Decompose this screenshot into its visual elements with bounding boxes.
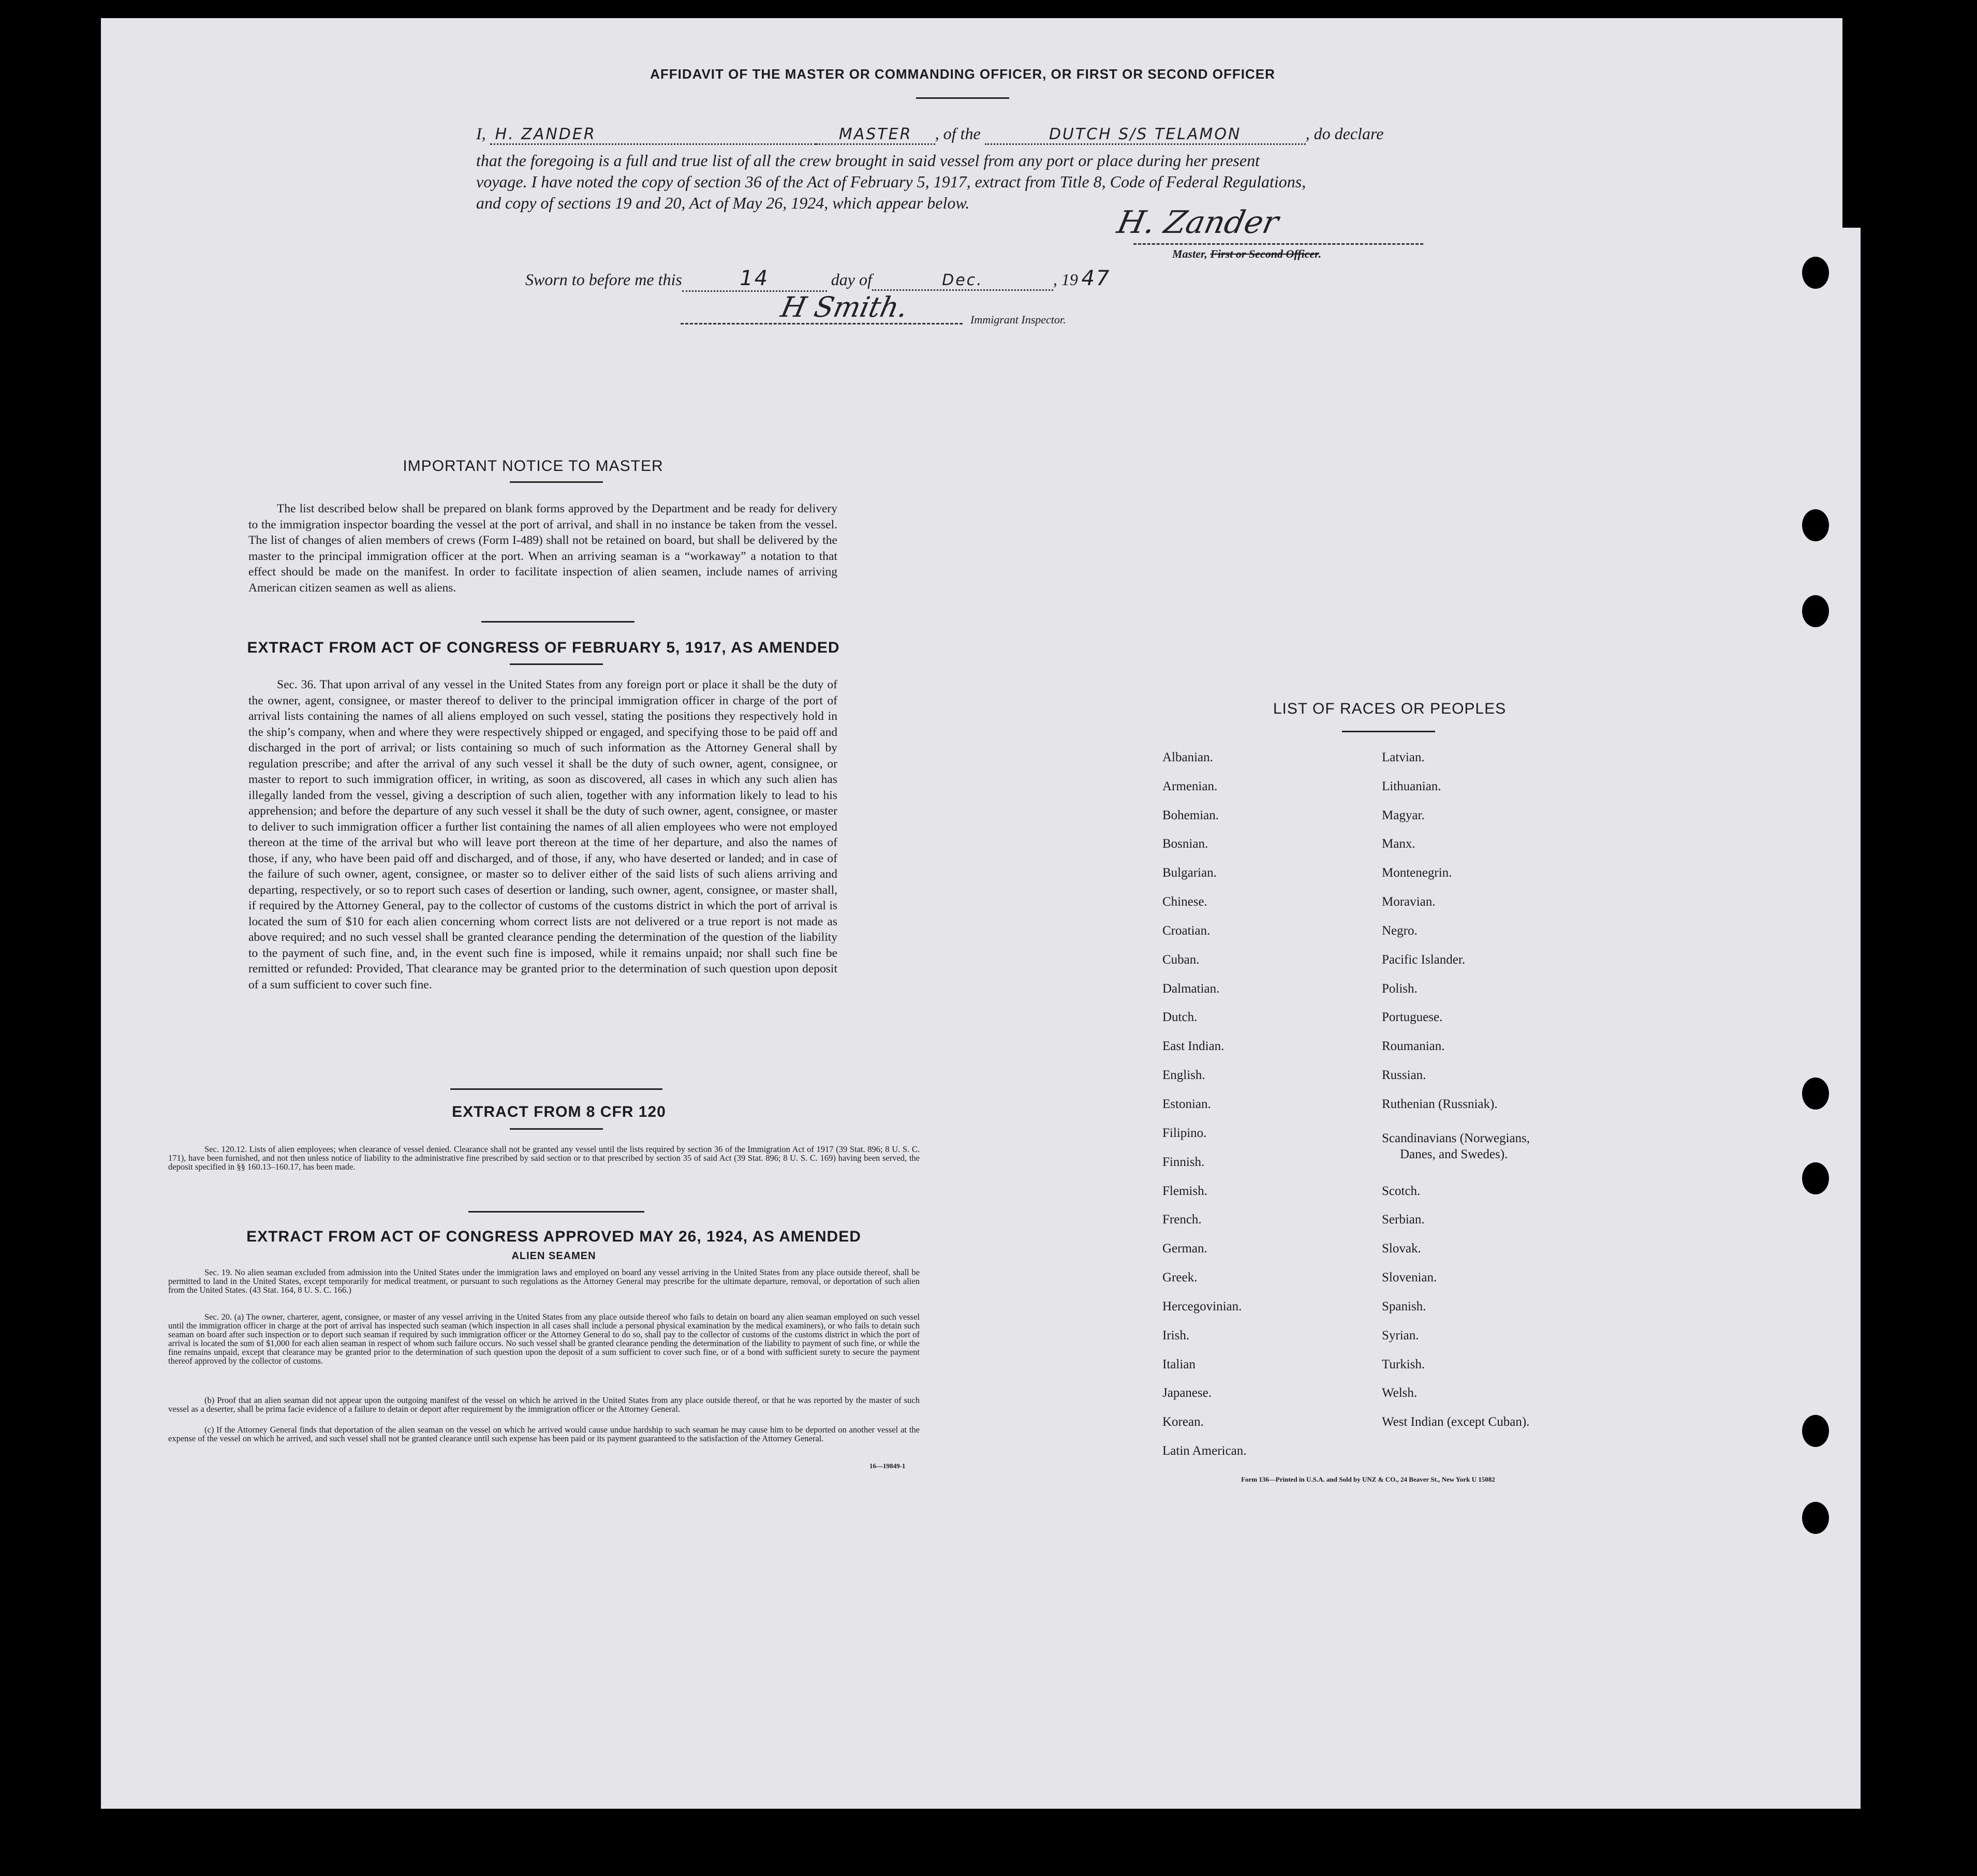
- inspector-label: Immigrant Inspector.: [970, 313, 1066, 326]
- divider: [481, 621, 635, 623]
- divider: [916, 97, 1009, 99]
- divider: [450, 1088, 662, 1090]
- race-item: Danes, and Swedes).: [1400, 1147, 1508, 1161]
- race-item: Dalmatian.: [1162, 982, 1220, 996]
- race-item: Scotch.: [1382, 1184, 1421, 1198]
- master-name-field: H. ZANDER: [490, 125, 816, 145]
- divider: [1342, 731, 1435, 732]
- race-item: Montenegrin.: [1382, 866, 1452, 880]
- extract-1924-title: EXTRACT FROM ACT OF CONGRESS APPROVED MAY 26, 1924, AS AMENDED: [246, 1228, 861, 1245]
- of-the-text: , of the: [935, 124, 981, 143]
- race-item: Turkish.: [1382, 1357, 1425, 1371]
- printer-footer: Form 136—Printed in U.S.A. and Sold by UNZ & CO., 24 Beaver St., New York U 15082: [1241, 1475, 1495, 1483]
- race-item: West Indian (except Cuban).: [1382, 1415, 1530, 1429]
- notice-title: IMPORTANT NOTICE TO MASTER: [403, 457, 663, 475]
- master-label: Master,: [1172, 247, 1207, 260]
- affidavit-line-1: [476, 124, 1383, 145]
- punch-hole: [1802, 1415, 1829, 1447]
- race-item: French.: [1162, 1213, 1202, 1227]
- race-item: Roumanian.: [1382, 1039, 1445, 1053]
- race-item: Bosnian.: [1162, 837, 1208, 851]
- race-item: Portuguese.: [1382, 1010, 1443, 1024]
- race-item: Irish.: [1162, 1328, 1190, 1342]
- race-item: Pacific Islander.: [1382, 953, 1466, 967]
- race-item: Greek.: [1162, 1271, 1198, 1284]
- race-item: Slovenian.: [1382, 1271, 1437, 1284]
- sworn-prefix: Sworn to before me this: [525, 270, 682, 289]
- race-item: Magyar.: [1382, 808, 1425, 822]
- race-item: Chinese.: [1162, 895, 1207, 909]
- race-item: Serbian.: [1382, 1213, 1425, 1227]
- race-item: English.: [1162, 1068, 1205, 1082]
- race-item: Spanish.: [1382, 1299, 1426, 1313]
- race-item: Armenian.: [1162, 779, 1218, 793]
- race-item: Dutch.: [1162, 1010, 1198, 1024]
- race-item: Latin American.: [1162, 1444, 1247, 1458]
- signature-line: [1133, 243, 1423, 245]
- position-field: MASTER: [816, 125, 935, 145]
- affidavit-line-2: that the foregoing is a full and true list of all the crew brought in said vessel from any port or place during her present: [476, 151, 1260, 170]
- punch-hole: [1802, 1502, 1829, 1534]
- race-item: Albanian.: [1162, 750, 1213, 764]
- race-item: Negro.: [1382, 924, 1418, 938]
- vessel-field: DUTCH S/S TELAMON: [985, 125, 1306, 145]
- race-item: Latvian.: [1382, 750, 1425, 764]
- sworn-month-field: Dec.: [872, 271, 1053, 291]
- races-title: LIST OF RACES OR PEOPLES: [1273, 700, 1507, 717]
- form-code: 16—19849-1: [869, 1462, 906, 1470]
- race-item: Bohemian.: [1162, 808, 1219, 822]
- race-item: Croatian.: [1162, 924, 1211, 938]
- cfr-title: EXTRACT FROM 8 CFR 120: [452, 1103, 666, 1120]
- divider: [510, 1128, 603, 1130]
- race-item: Russian.: [1382, 1068, 1426, 1082]
- race-item: Lithuanian.: [1382, 779, 1441, 793]
- inspector-signature: H Smith.: [778, 291, 911, 323]
- punch-hole: [1802, 509, 1829, 541]
- punch-hole: [1802, 1162, 1829, 1194]
- affidavit-prefix: I,: [476, 124, 486, 143]
- race-item: Hercegovinian.: [1162, 1299, 1242, 1313]
- do-declare-text: , do declare: [1305, 124, 1384, 143]
- race-item: Flemish.: [1162, 1184, 1207, 1198]
- race-item: Polish.: [1382, 982, 1418, 996]
- race-item: Ruthenian (Russniak).: [1382, 1097, 1498, 1111]
- race-item: German.: [1162, 1242, 1207, 1255]
- punch-hole: [1802, 595, 1829, 627]
- affidavit-title: AFFIDAVIT OF THE MASTER OR COMMANDING OFFICER, OR FIRST OR SECOND OFFICER: [650, 66, 1275, 82]
- race-item: Syrian.: [1382, 1328, 1419, 1342]
- extract-1917-title: EXTRACT FROM ACT OF CONGRESS OF FEBRUARY 5, 1917, AS AMENDED: [247, 639, 840, 656]
- race-item: Welsh.: [1382, 1386, 1418, 1400]
- sec-19-body: Sec. 19. No alien seaman excluded from admission into the United States under the immigration laws and employed on board any vessel arriving in the United States from any place outside thereof, shall be permitted to land in the United States, except temporarily for medical treatment, or pursuant to such regulations as the Attorney General may prescribe for the ultimate departure, removal, or deportation of such alien from the United States. (43 Stat. 164, 8 U. S. C. 166.): [168, 1267, 920, 1295]
- divider: [510, 481, 603, 483]
- cfr-body: Sec. 120.12. Lists of alien employees; when clearance of vessel denied. Clearance shall not be granted any vessel until the lists required by section 36 of the Immigration Act of 1917 (39 Stat. 896; 8 U. S. C. 171), have been furnished, and not then unless notice of liability to the administrative fine prescribed by said section or to that prescribed by section 35 of said Act (39 Stat. 896; 8 U. S. C. 169) having been served, the deposit specified in §§ 160.13–160.17, has been made.: [168, 1144, 920, 1172]
- divider: [510, 663, 603, 665]
- sec-20c-body: (c) If the Attorney General finds that deportation of the alien seaman on the vessel on which he arrived would cause undue hardship to such seaman he may cause him to be deported on another vessel at the expense of the vessel on which he arrived, and such vessel shall not be granted clearance until such expense has been paid or its payment guaranteed to the satisfaction of the Attorney General.: [168, 1425, 920, 1443]
- race-item: Moravian.: [1382, 895, 1436, 909]
- race-item: Bulgarian.: [1162, 866, 1217, 880]
- struck-officer-label: First or Second Officer: [1210, 247, 1319, 260]
- divider: [468, 1211, 644, 1213]
- sworn-day-field: 14: [682, 267, 827, 292]
- sec-20b-body: (b) Proof that an alien seaman did not appear upon the outgoing manifest of the vessel on which he arrived in the United States from any place outside thereof, or that he was reported by the master of such vessel as a deserter, shall be prima facie evidence of a failure to detain or deport after requirement by the immigration officer or the Attorney General.: [168, 1395, 920, 1414]
- race-item: Estonian.: [1162, 1097, 1211, 1111]
- affidavit-line-3: voyage. I have noted the copy of section 36 of the Act of February 5, 1917, extract from Title 8, Code of Federal Regulations,: [476, 172, 1306, 191]
- race-item: Japanese.: [1162, 1386, 1212, 1400]
- day-of-text: day of: [831, 270, 872, 289]
- notice-body: The list described below shall be prepared on blank forms approved by the Department and be ready for delivery to the immigration inspector boarding the vessel at the port of arrival, and shall in no instance be taken from the vessel. The list of changes of alien members of crews (Form I-489) shall not be retained on board, but shall be delivered by the master to the principal immigration officer at the port. When an arriving seaman is a “workaway” a notation to that effect should be made on the manifest. In order to facilitate inspection of alien seamen, include names of arriving American citizen seamen as well as aliens.: [248, 502, 837, 595]
- sec-20a-body: Sec. 20. (a) The owner, charterer, agent, consignee, or master of any vessel arriving in the United States from any place outside thereof who fails to detain on board any alien seaman employed on such vessel until the immigration officer in charge at the port of arrival has inspected such seaman (which inspection in all cases shall include a personal physical examination by the medical examiners), or who fails to detain such seaman on board after such inspection or to deport such seaman if required by such immigration officer or the Attorney General to do so, shall pay to the collector of customs of the customs district in which the port of arrival is located the sum of $1,000 for each alien seaman in respect of whom such failure occurs. No such vessel shall be granted clearance pending the determination of the liability to payment of such fine, or while the fine remains unpaid, except that clearance may be granted prior to the determination of such question upon the deposit of a sum sufficient to cover such fine, or of a bond with sufficient surety to secure the payment thereof approved by the collector of customs.: [168, 1312, 920, 1366]
- torn-corner: [1842, 0, 1905, 228]
- race-item: Manx.: [1382, 837, 1415, 851]
- punch-hole: [1802, 1077, 1829, 1110]
- master-signature-label: Master, First or Second Officer.: [1172, 247, 1322, 260]
- race-item: Filipino.: [1162, 1126, 1207, 1140]
- race-item: East Indian.: [1162, 1039, 1224, 1053]
- extract-1917-body: Sec. 36. That upon arrival of any vessel in the United States from any foreign port or place it shall be the duty of the owner, agent, consignee, or master thereof to deliver to the principal immigration officer in charge of the port of arrival lists containing the names of all aliens employed on such vessel, stating the positions they respectively hold in the ship’s company, when and where they were respectively shipped or engaged, and specifying those to be paid off and discharged in the port of arrival; or lists containing so much of such information as the Attorney General shall by regulation prescribe; and after the arrival of any such vessel it shall be the duty of such owner, agent, consignee, or master to report to such immigration officer, in writing, as soon as discovered, all cases in which any such alien has illegally landed from the vessel, giving a description of such alien, together with any information likely to lead to his apprehension; and before the departure of any such vessel it shall be the duty of such owner, agent, consignee, or master to deliver to such immigration officer a further list containing the names of all alien employees who were not employed thereon at the time of the arrival but who will leave port thereon at the time of her departure, and also the names of those, if any, who have been paid off and discharged, and of those, if any, who have deserted or landed; and in case of the failure of such owner, agent, consignee, or master so to deliver either of the said lists of such aliens arriving and departing, respectively, or so to report such cases of desertion or landing, such owner, agent, consignee, or master shall, if required by the Attorney General, pay to the collector of customs of the customs district in which the port of arrival is located the sum of $10 for each alien concerning whom correct lists are not delivered or a true report is not made as above required; and no such vessel shall be granted clearance pending the determination of the question of the liability to the payment of such fine, and, in the event such fine is imposed, while it remains unpaid; nor shall such fine be remitted or refunded: Provided, That clearance may be granted prior to the determination of such question upon deposit of a sum sufficient to cover such fine.: [248, 678, 837, 992]
- affidavit-line-4: and copy of sections 19 and 20, Act of May 26, 1924, which appear below.: [476, 194, 970, 212]
- inspector-signature-line: [681, 323, 963, 324]
- race-item: Scandinavians (Norwegians,: [1382, 1131, 1530, 1145]
- race-item: Cuban.: [1162, 953, 1200, 967]
- race-item: Slovak.: [1382, 1242, 1421, 1255]
- master-signature: H. Zander: [1114, 204, 1282, 241]
- sworn-line: [525, 267, 1114, 292]
- race-item: Italian: [1162, 1357, 1196, 1371]
- punch-hole: [1802, 257, 1829, 289]
- sworn-year-field: 47: [1081, 267, 1111, 290]
- alien-seamen-subtitle: ALIEN SEAMEN: [511, 1250, 596, 1262]
- race-item: Finnish.: [1162, 1155, 1205, 1169]
- race-item: Korean.: [1162, 1415, 1204, 1429]
- year-prefix: , 19: [1053, 270, 1078, 289]
